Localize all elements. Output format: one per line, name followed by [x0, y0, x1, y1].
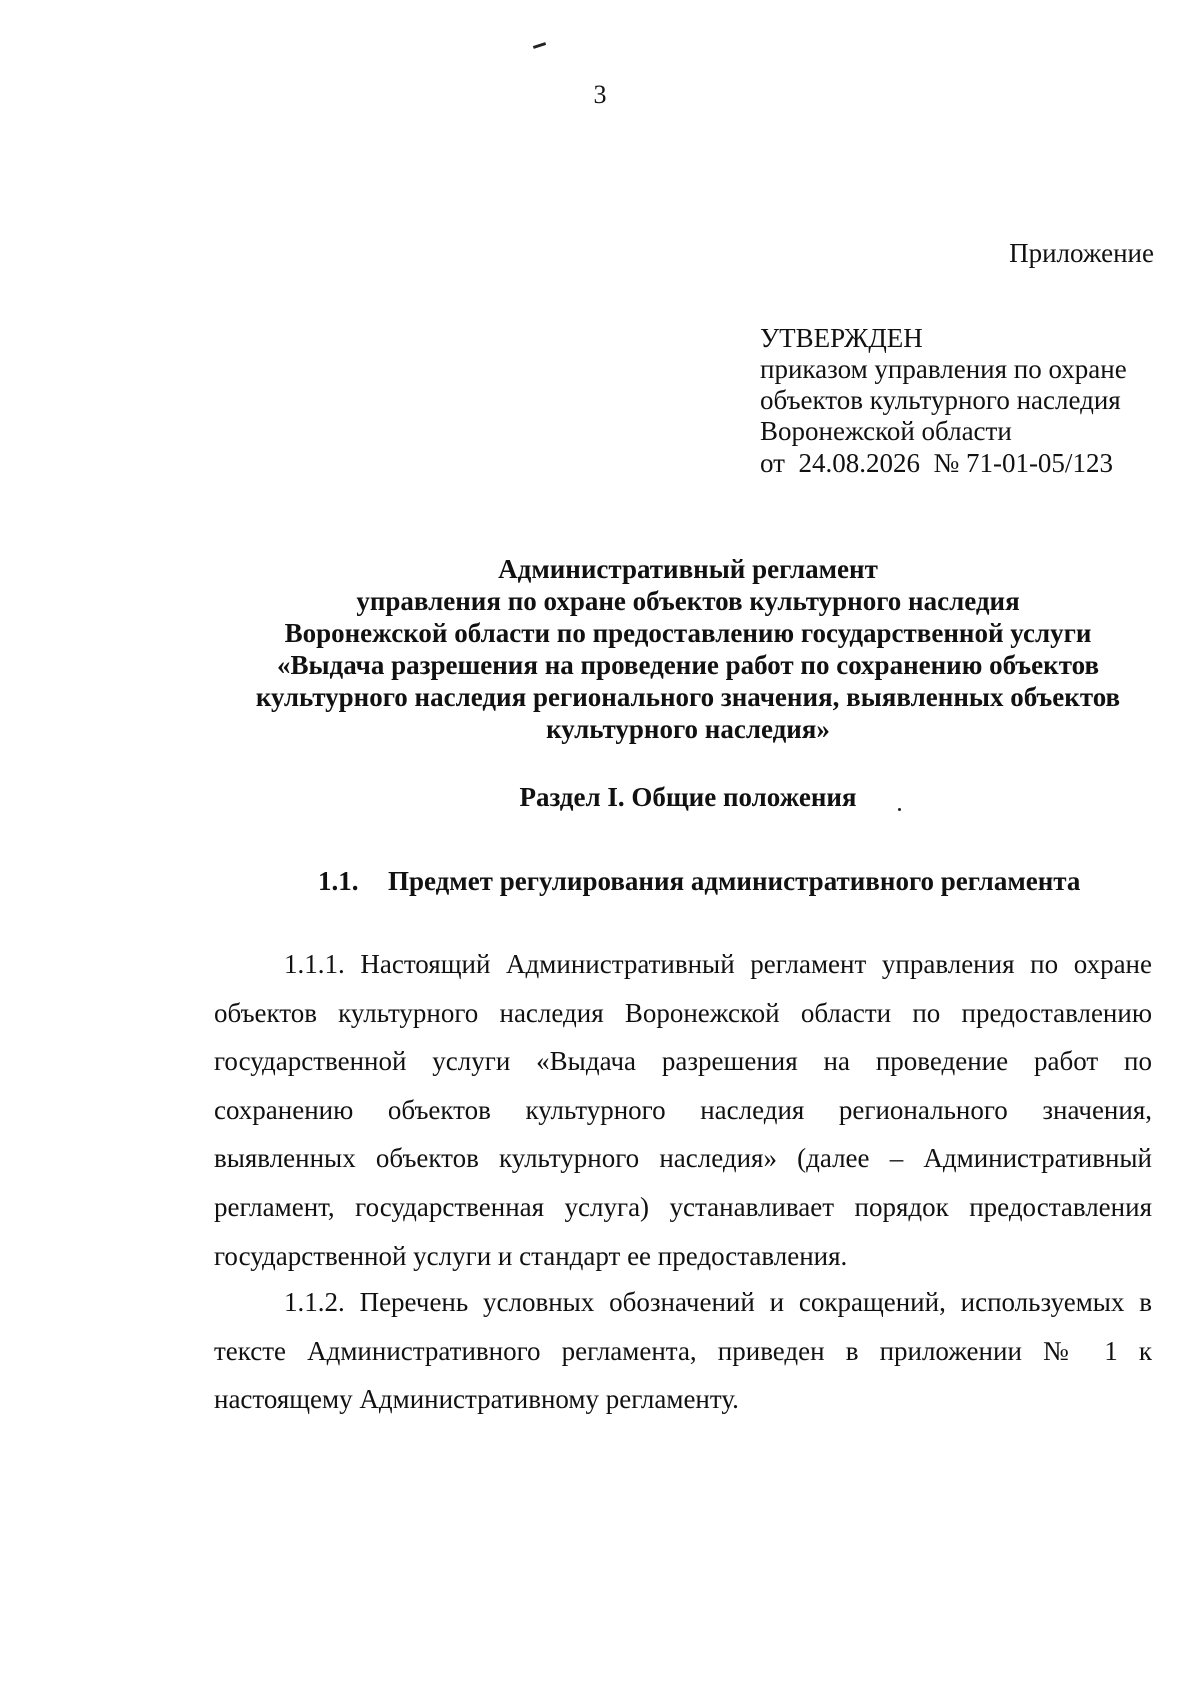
scan-mark — [533, 42, 546, 49]
approval-line: Воронежской области — [760, 416, 1012, 446]
appendix-label: Приложение — [1009, 238, 1154, 268]
page-number: 3 — [593, 80, 607, 109]
title-line: Административный регламент — [498, 554, 878, 584]
section-heading: Раздел I. Общие положения — [519, 782, 857, 812]
approval-line: приказом управления по охране — [760, 354, 1127, 384]
subsection-heading — [318, 866, 1080, 897]
title-line: «Выдача разрешения на проведение работ по сохранению объектов — [276, 650, 1100, 680]
title-line: управления по охране объектов культурного наследия — [356, 586, 1020, 616]
approval-block — [760, 323, 1180, 479]
title-line: культурного наследия» — [546, 714, 830, 744]
subsection-title: Предмет регулирования административного регламента — [388, 866, 1081, 896]
approval-date-number: от 24.08.2026 № 71-01-05/123 — [760, 448, 1113, 478]
title-line: Воронежской области по предоставлению государственной услуги — [284, 618, 1092, 648]
document-title — [210, 553, 1166, 745]
paragraph-1-1-1: 1.1.1. Настоящий Административный регламент управления по охране объектов культурного наследия Воронежской области по предоставлению государственной услуги «Выдача разрешения на проведение работ по сохранению объектов культурного наследия регионального значения, выявленных объектов культурного наследия» (далее – Административный регламент, государственная услуга) устанавливает порядок предоставления государственной услуги и стандарт ее предоставления. — [214, 949, 1152, 1271]
paragraph-1-1-2: 1.1.2. Перечень условных обозначений и сокращений, используемых в тексте Административного регламента, приведен в приложении № 1 к настоящему Административному регламенту. — [214, 1287, 1152, 1415]
title-line: культурного наследия регионального значения, выявленных объектов — [255, 682, 1121, 712]
subsection-number: 1.1. — [318, 866, 359, 896]
approval-line: объектов культурного наследия — [760, 385, 1121, 415]
approval-heading: УТВЕРЖДЕН — [760, 323, 923, 353]
